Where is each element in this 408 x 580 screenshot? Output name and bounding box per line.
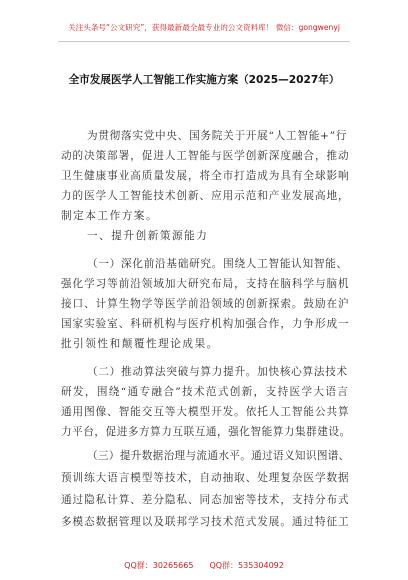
paragraph-line: 制定本工作方案。 — [61, 210, 159, 222]
paragraph-line: 多模态数据管理以及联邦学习技术范式发展。通过特征工 — [61, 516, 350, 528]
paragraph-line: 卫生健康事业高质量发展，将全市打造成为具有全球影响 — [61, 170, 350, 182]
paragraph-line: 批引领性和颠覆性理论成果。 — [61, 338, 219, 350]
header-banner: 关注头条号“公文研究”，获得最新最全最专业的公文资料库！ 微信：gongwenyj — [68, 23, 340, 32]
paragraph-line: 力的医学人工智能技术创新、应用示范和产业发展高地， — [61, 190, 350, 202]
paragraph-line: （二）推动算法突破与算力提升。加快核心算法技术 — [87, 366, 348, 378]
header-divider — [58, 41, 350, 42]
paragraph-line: （一）深化前沿基础研究。围绕人工智能认知智能、 — [87, 258, 348, 270]
paragraph-line: 力平台，促进多方算力互联互通，强化智能算力集群建设。 — [61, 426, 351, 438]
paragraph-line: 接口、计算生物学等医学前沿领域的创新探索。鼓励在沪 — [61, 298, 350, 310]
paragraph-line: 预训练大语言模型等技术，自动抽取、处理复杂医学数据 — [61, 472, 350, 484]
paragraph-line: 强化学习等前沿领域加大研究布局，支持在脑科学与脑机 — [61, 278, 350, 290]
paragraph-line: （三）提升数据治理与流通水平。通过语义知识图谱、 — [87, 450, 350, 462]
section-heading: 一、提升创新策源能力 — [87, 230, 209, 242]
document-title: 全市发展医学人工智能工作实施方案（2025—2027年） — [68, 74, 340, 86]
paragraph-line: 动的决策部署，促进人工智能与医学创新深度融合，推动 — [61, 150, 350, 162]
footer-contact: QQ群：30265665 QQ群：535304092 — [124, 561, 284, 570]
paragraph-line: 通用图像、智能交互等大模型开发。依托人工智能公共算 — [61, 406, 350, 418]
paragraph-line: 研发，围绕“通专融合”技术范式创新，支持医学大语言 — [61, 386, 350, 398]
paragraph-line: 通过隐私计算、差分隐私、同态加密等技术，支持分布式 — [61, 494, 350, 506]
paragraph-line: 国家实验室、科研机构与医疗机构加强合作，力争形成一 — [61, 318, 350, 330]
paragraph-line: 为贯彻落实党中央、国务院关于开展“人工智能+”行 — [87, 130, 348, 142]
